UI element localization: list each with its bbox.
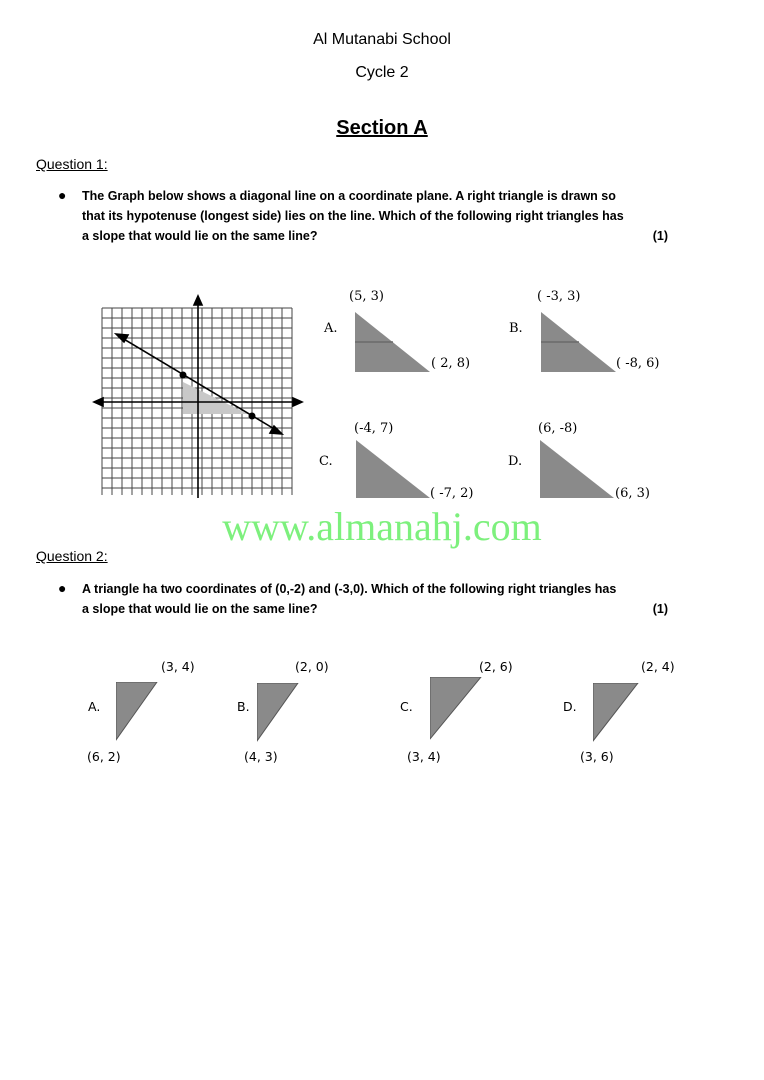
q2-option-c-letter[interactable]: C. xyxy=(400,699,413,714)
q1-option-c-top-coord: (-4, 7) xyxy=(354,421,394,436)
question-1-line-1: The Graph below shows a diagonal line on a coordinate plane. A right triangle is drawn so xyxy=(82,189,616,203)
question-2-line-1: A triangle ha two coordinates of (0,-2) and (-3,0). Which of the following right triangles has xyxy=(82,582,617,596)
q2-option-d-bottom-coord: (3, 6) xyxy=(580,749,614,764)
question-2-line-2-text: a slope that would lie on the same line? xyxy=(82,602,318,616)
q1-option-a-bottom-coord: ( 2, 8) xyxy=(431,356,471,371)
question-2-points: (1) xyxy=(652,602,668,616)
q2-option-c-top-coord: (2, 6) xyxy=(479,659,513,674)
question-1-line-2: that its hypotenuse (longest side) lies on the line. Which of the following right triangles has xyxy=(82,209,624,223)
q2-option-a-bottom-coord: (6, 2) xyxy=(87,749,121,764)
question-1-label: Question 1: xyxy=(36,156,108,172)
q1-option-d-top-coord: (6, -8) xyxy=(538,421,578,436)
q1-option-d-triangle xyxy=(540,440,620,500)
q2-option-a-triangle xyxy=(116,682,160,742)
bullet-icon: ● xyxy=(58,580,67,596)
question-1-text xyxy=(82,186,668,246)
q2-option-a-top-coord: (3, 4) xyxy=(161,659,195,674)
coordinate-plane-graph xyxy=(88,290,308,508)
question-2-text xyxy=(82,579,668,619)
q2-option-d-triangle xyxy=(593,683,641,743)
q1-option-c-triangle xyxy=(356,440,436,500)
section-title: Section A xyxy=(336,117,428,139)
q2-option-c-bottom-coord: (3, 4) xyxy=(407,749,441,764)
cycle-label: Cycle 2 xyxy=(355,64,409,81)
q1-option-b-letter[interactable]: B. xyxy=(509,321,523,336)
question-2-label: Question 2: xyxy=(36,548,108,564)
q1-option-a-letter[interactable]: A. xyxy=(324,321,338,336)
q2-option-c-triangle xyxy=(430,677,484,741)
q2-option-b-bottom-coord: (4, 3) xyxy=(244,749,278,764)
q1-option-b-triangle xyxy=(541,312,621,374)
q1-option-c-bottom-coord: ( -7, 2) xyxy=(430,486,474,501)
q1-option-a-triangle xyxy=(355,312,435,374)
q1-option-d-bottom-coord: (6, 3) xyxy=(615,486,650,501)
bullet-icon: ● xyxy=(58,187,67,203)
q1-option-a-top-coord: (5, 3) xyxy=(349,289,384,304)
question-1-points: (1) xyxy=(652,229,668,243)
q2-option-a-letter[interactable]: A. xyxy=(88,699,101,714)
question-2-line-2 xyxy=(82,599,668,619)
question-1-line-3-text: a slope that would lie on the same line? xyxy=(82,229,318,243)
question-1-line-3 xyxy=(82,226,668,246)
school-name: Al Mutanabi School xyxy=(313,31,451,48)
q2-option-d-top-coord: (2, 4) xyxy=(641,659,675,674)
q1-option-b-bottom-coord: ( -8, 6) xyxy=(616,356,660,371)
q2-option-d-letter[interactable]: D. xyxy=(563,699,577,714)
q2-option-b-top-coord: (2, 0) xyxy=(295,659,329,674)
q1-option-c-letter[interactable]: C. xyxy=(319,454,333,469)
q2-option-b-triangle xyxy=(257,683,301,743)
watermark-text: www.almanahj.com xyxy=(222,504,542,549)
q1-option-b-top-coord: ( -3, 3) xyxy=(537,289,581,304)
q2-option-b-letter[interactable]: B. xyxy=(237,699,250,714)
q1-option-d-letter[interactable]: D. xyxy=(508,454,523,469)
